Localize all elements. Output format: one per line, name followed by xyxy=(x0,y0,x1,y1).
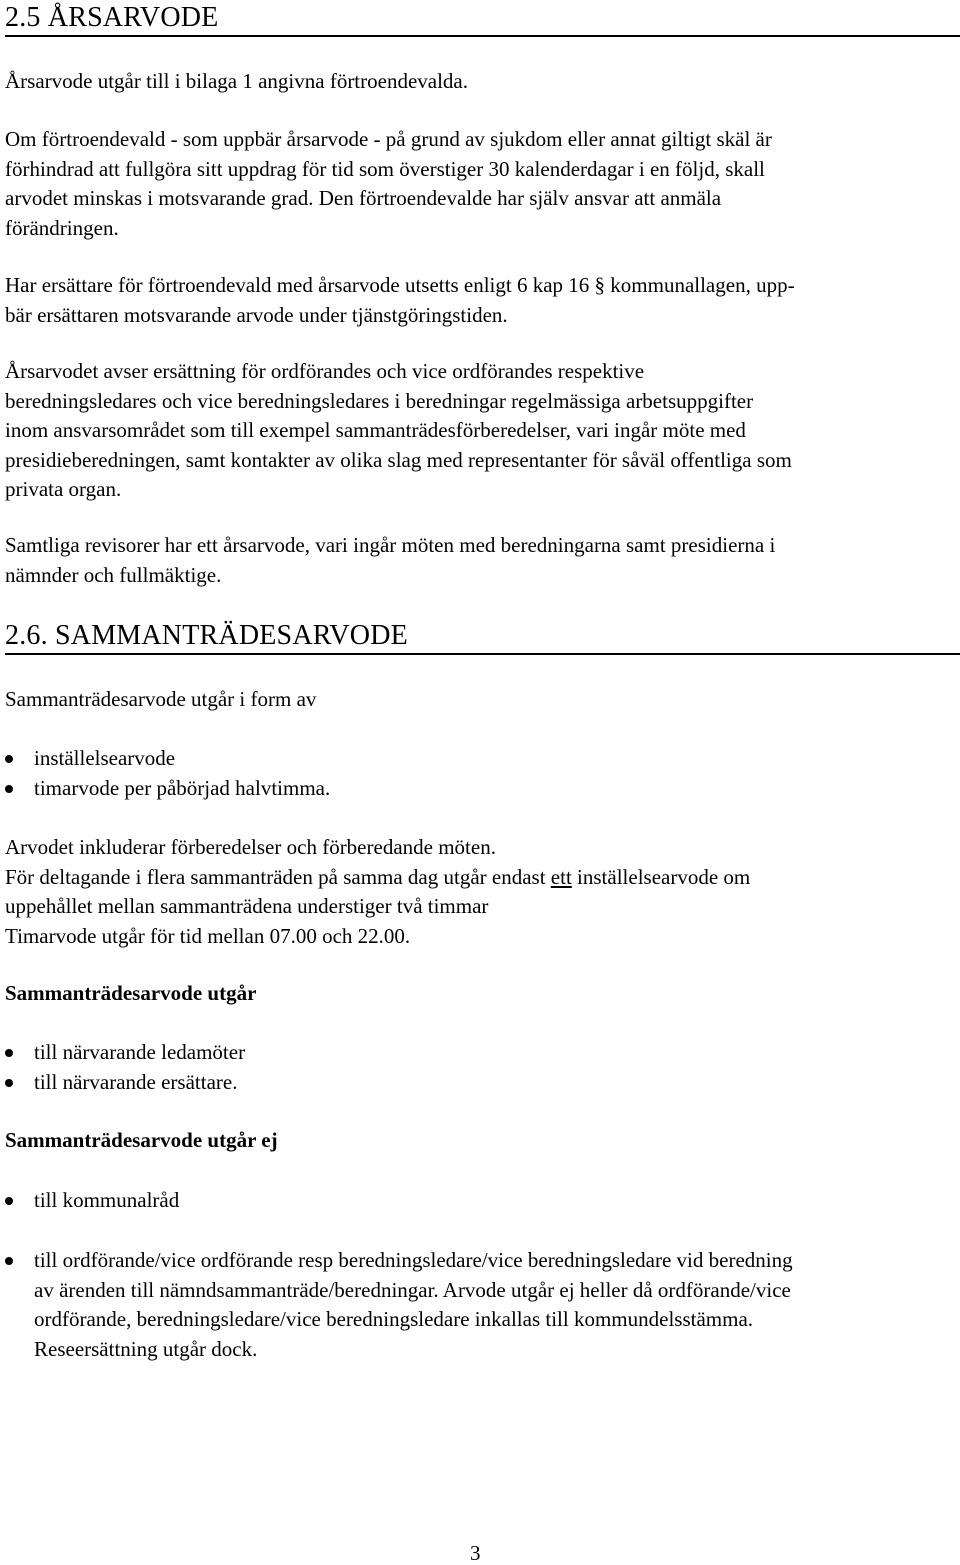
text-line: bär ersättaren motsvarande arvode under tjänstgöringstiden. xyxy=(5,302,508,327)
list-item-text: timarvode per påbörjad halvtimma. xyxy=(34,775,331,800)
paragraph-sick-leave xyxy=(5,125,953,243)
list-item-text: till kommunalråd xyxy=(34,1188,180,1212)
text-line: Reseersättning utgår dock. xyxy=(34,1336,258,1361)
bullet-icon xyxy=(5,1197,13,1205)
text-line: ordförande, beredningsledare/vice beredningsledare inkallas till kommundelsstämma. xyxy=(34,1307,754,1331)
text-line: förändringen. xyxy=(5,215,119,240)
list-item xyxy=(5,744,953,774)
list-item xyxy=(5,1068,953,1098)
forms-list xyxy=(5,744,953,803)
text-line: Har ersättare för förtroendevald med årsarvode utsetts enligt 6 kap 16 § kommunallagen, upp- xyxy=(5,273,795,297)
not-applies-list-1 xyxy=(5,1186,953,1216)
applies-list xyxy=(5,1038,953,1097)
section-heading-sammantradesarvode: 2.6. SAMMANTRÄDESARVODE xyxy=(5,619,960,655)
text-span: inställelsearvode om xyxy=(571,864,751,889)
text-line xyxy=(5,863,953,893)
text-line: av ärenden till nämndsammanträde/beredningar. Arvode utgår ej heller då ordförande/vice xyxy=(34,1277,791,1302)
bullet-icon xyxy=(5,755,13,763)
text-line: inom ansvarsområdet som till exempel sammanträdesförberedelser, vari ingår möte med xyxy=(5,418,746,442)
list-item-text: till närvarande ersättare. xyxy=(34,1069,238,1094)
list-item-text: inställelsearvode xyxy=(34,746,176,770)
text-line: förhindrad att fullgöra sitt uppdrag för tid som överstiger 30 kalenderdagar i en följd, skall xyxy=(5,156,765,181)
text-line: Samtliga revisorer har ett årsarvode, vari ingår möten med beredningarna samt presidierna i xyxy=(5,533,776,557)
paragraph-preparation xyxy=(5,833,953,951)
text-line: arvodet minskas i motsvarande grad. Den förtroendevalde har själv ansvar att anmäla xyxy=(5,186,722,210)
list-item xyxy=(5,1246,953,1364)
text-line: nämnder och fullmäktige. xyxy=(5,562,222,587)
text-line: privata organ. xyxy=(5,477,122,501)
not-applies-list-2 xyxy=(5,1246,953,1364)
text-line: beredningsledares och vice beredningsledares i beredningar regelmässiga arbetsuppgifter xyxy=(5,388,754,413)
paragraph-substitute xyxy=(5,271,953,330)
paragraph-arsarvode-intro: Årsarvode utgår till i bilaga 1 angivna förtroendevalda. xyxy=(5,69,469,93)
text-line: Timarvode utgår för tid mellan 07.00 och 22.00. xyxy=(5,923,411,948)
text-line: Årsarvodet avser ersättning för ordförandes och vice ordförandes respektive xyxy=(5,359,645,383)
text-span: För deltagande i flera sammanträden på samma dag utgår endast xyxy=(5,864,551,889)
subheading-applies: Sammanträdesarvode utgår xyxy=(5,981,257,1005)
section-heading-arsarvode: 2.5 ÅRSARVODE xyxy=(5,1,960,37)
underlined-word: ett xyxy=(550,864,572,889)
text-line: uppehållet mellan sammanträdena understiger två timmar xyxy=(5,894,489,918)
list-item xyxy=(5,774,953,804)
paragraph-forms-intro: Sammanträdesarvode utgår i form av xyxy=(5,687,317,711)
paragraph-arsarvode-scope xyxy=(5,357,953,505)
text-line: presidieberedningen, samt kontakter av olika slag med representanter för såväl offentliga som xyxy=(5,447,792,472)
bullet-icon xyxy=(5,1079,13,1087)
list-item-text: till närvarande ledamöter xyxy=(34,1040,246,1064)
text-line: till ordförande/vice ordförande resp beredningsledare/vice beredningsledare vid beredning xyxy=(34,1248,793,1272)
text-line: Arvodet inkluderar förberedelser och förberedande möten. xyxy=(5,835,496,859)
subheading-not-applies: Sammanträdesarvode utgår ej xyxy=(5,1128,278,1152)
bullet-icon xyxy=(5,785,13,793)
bullet-icon xyxy=(5,1257,13,1265)
bullet-icon xyxy=(5,1049,13,1057)
text-line: Om förtroendevald - som uppbär årsarvode - på grund av sjukdom eller annat giltigt skäl är xyxy=(5,127,772,151)
list-item xyxy=(5,1038,953,1068)
page-number: 3 xyxy=(470,1541,481,1565)
list-item xyxy=(5,1186,953,1216)
paragraph-auditors xyxy=(5,531,953,590)
